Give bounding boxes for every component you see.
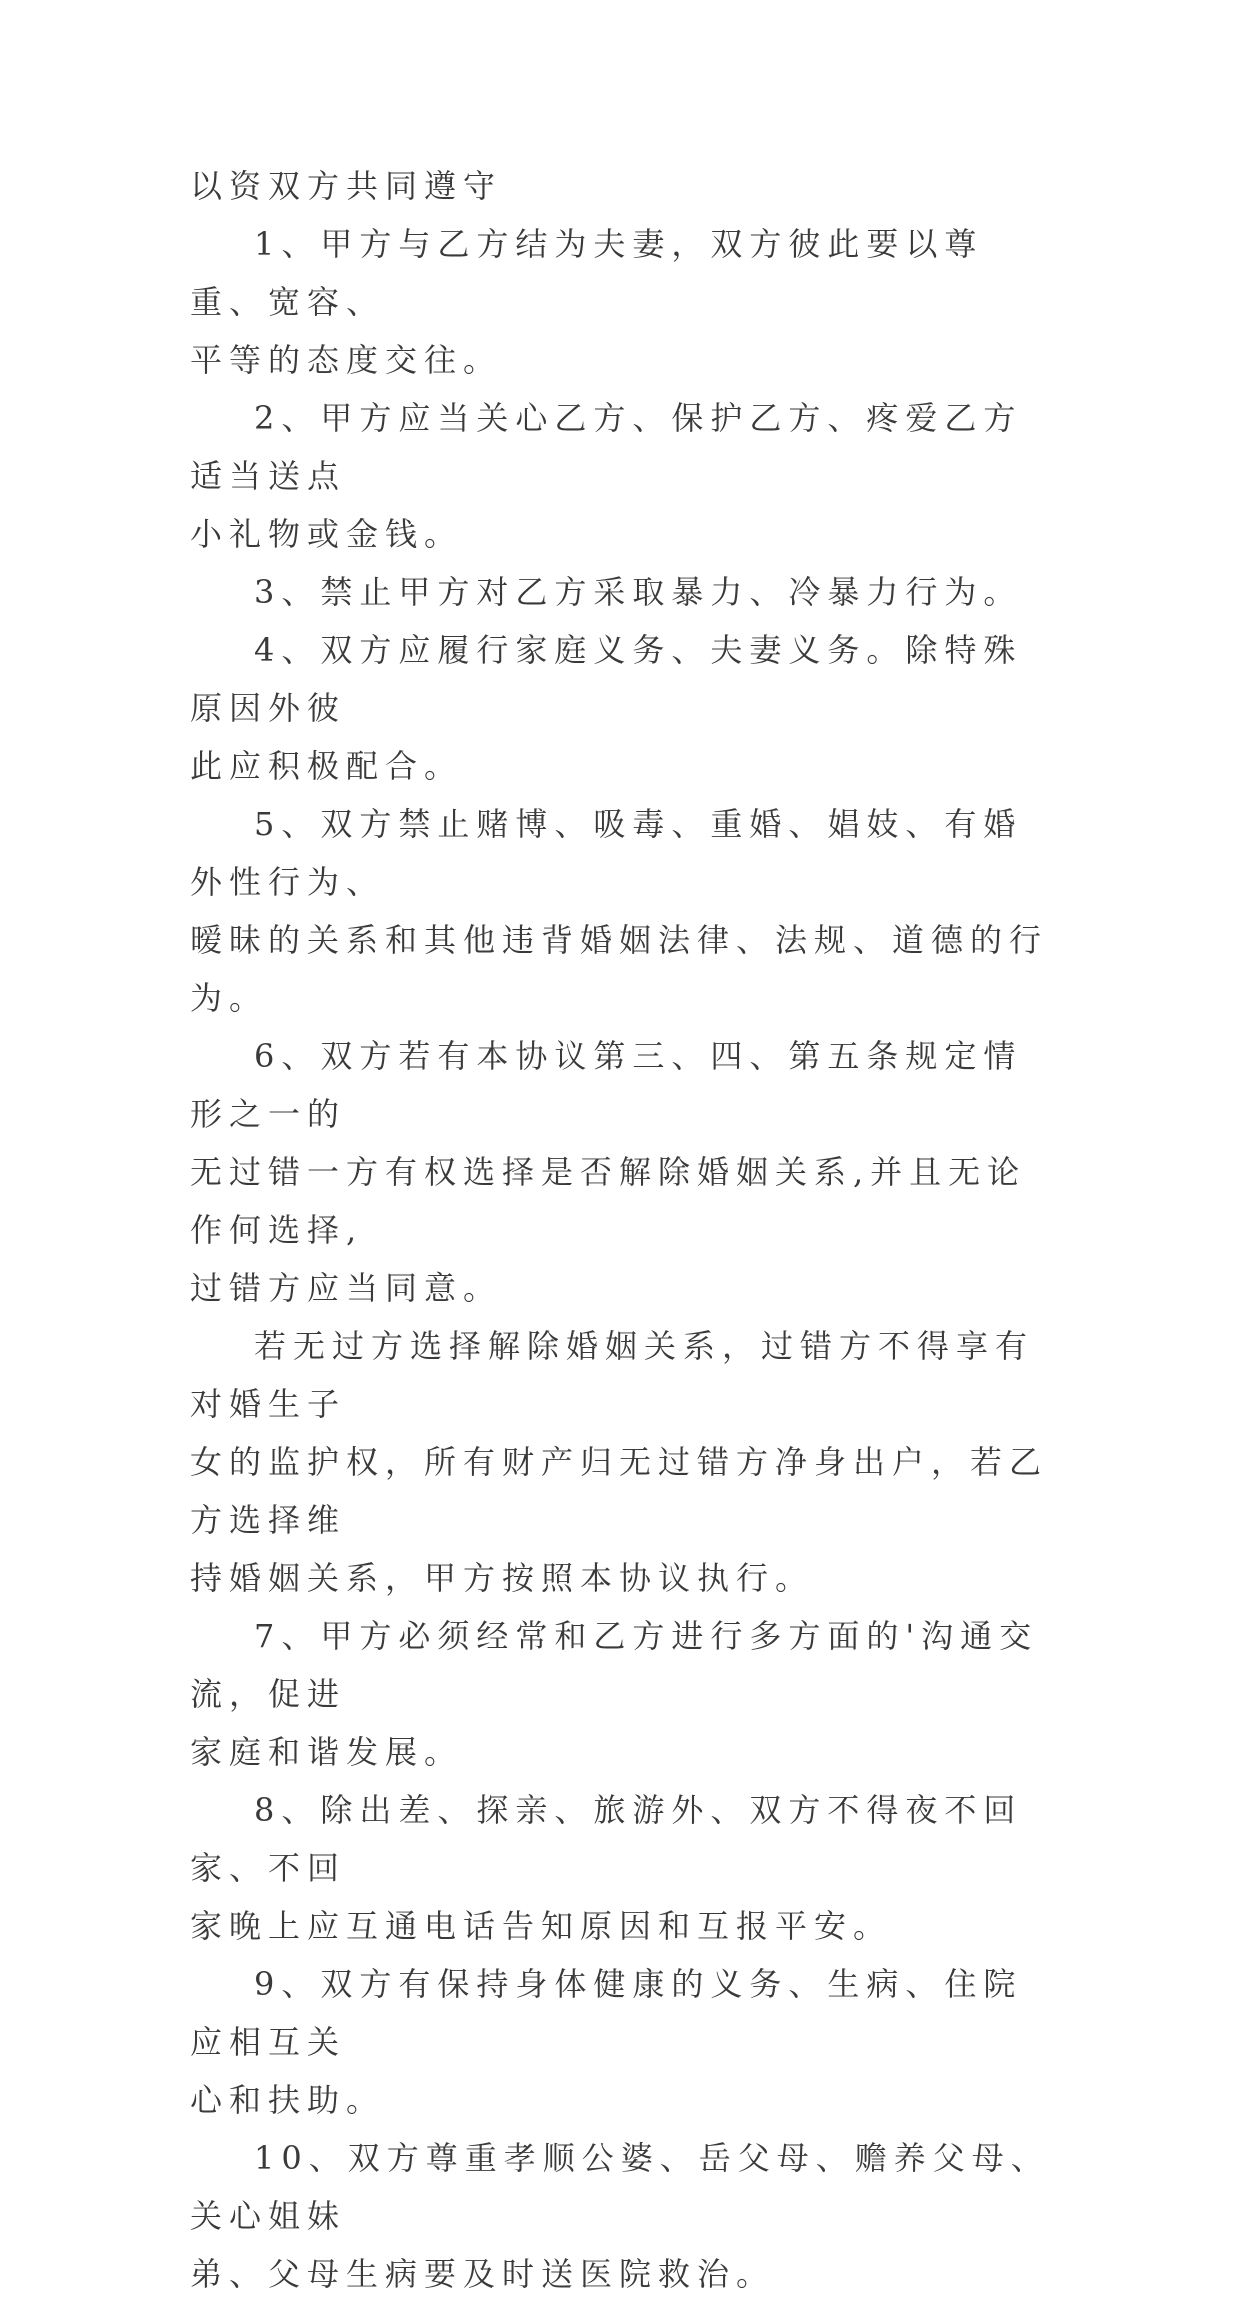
text-line: 2、甲方应当关心乙方、保护乙方、疼爱乙方适当送点 — [190, 399, 1023, 495]
text-line: 以资双方共同遵守 — [190, 167, 503, 205]
text-line: 过错方应当同意。 — [190, 1269, 503, 1307]
text-line: 此应积极配合。 — [190, 747, 464, 785]
text-line: 平等的态度交往。 — [190, 341, 503, 379]
document-body — [190, 157, 1060, 2303]
text-line: 女的监护权，所有财产归无过错方净身出户，若乙方选择维 — [190, 1443, 1049, 1539]
text-line: 小礼物或金钱。 — [190, 515, 464, 553]
text-line: 6、双方若有本协议第三、四、第五条规定情形之一的 — [190, 1037, 1023, 1133]
text-line: 无过错一方有权选择是否解除婚姻关系,并且无论作何选择, — [190, 1153, 1027, 1249]
text-line: 暧昧的关系和其他违背婚姻法律、法规、道德的行为。 — [190, 921, 1049, 1017]
text-line: 4、双方应履行家庭义务、夫妻义务。除特殊原因外彼 — [190, 631, 1023, 727]
text-line: 1、甲方与乙方结为夫妻，双方彼此要以尊重、宽容、 — [190, 225, 984, 321]
text-line: 若无过方选择解除婚姻关系，过错方不得享有对婚生子 — [190, 1327, 1035, 1423]
text-line: 9、双方有保持身体健康的义务、生病、住院应相互关 — [190, 1965, 1023, 2061]
text-line: 家晚上应互通电话告知原因和互报平安。 — [190, 1907, 893, 1945]
text-line: 3、禁止甲方对乙方采取暴力、冷暴力行为。 — [254, 573, 1023, 611]
text-line: 5、双方禁止赌博、吸毒、重婚、娼妓、有婚外性行为、 — [190, 805, 1023, 901]
text-line: 7、甲方必须经常和乙方进行多方面的'沟通交流，促进 — [190, 1617, 1039, 1713]
text-line: 弟、父母生病要及时送医院救治。 — [190, 2255, 776, 2293]
text-line: 家庭和谐发展。 — [190, 1733, 464, 1771]
text-line: 持婚姻关系，甲方按照本协议执行。 — [190, 1559, 815, 1597]
text-line: 心和扶助。 — [190, 2081, 386, 2119]
text-line: 8、除出差、探亲、旅游外、双方不得夜不回家、不回 — [190, 1791, 1023, 1887]
text-line: 10、双方尊重孝顺公婆、岳父母、赡养父母、关心姐妹 — [190, 2139, 1050, 2235]
